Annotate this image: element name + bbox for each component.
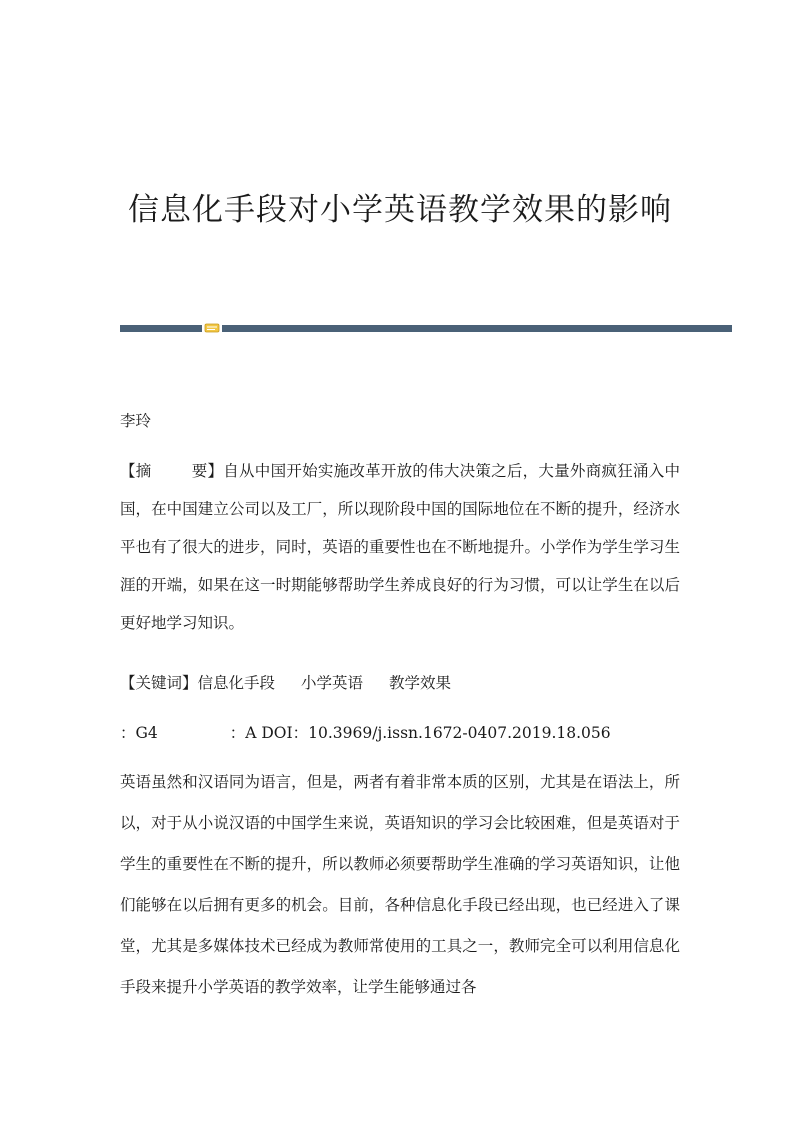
keyword-item: 教学效果	[389, 674, 452, 692]
clc-number: ：G4	[120, 724, 158, 742]
classification-line	[120, 718, 680, 748]
keyword-item: 信息化手段	[197, 674, 276, 692]
divider-rule-left	[120, 325, 202, 332]
abstract-label-close: 要】	[191, 462, 224, 480]
author-name: 李玲	[120, 412, 152, 430]
keyword-item: 小学英语	[301, 674, 364, 692]
page-title: 信息化手段对小学英语教学效果的影响	[128, 192, 672, 228]
body-paragraph: 英语虽然和汉语同为语言，但是，两者有着非常本质的区别，尤其是在语法上，所以，对于从小说汉语的中国学生来说，英语知识的学习会比较困难，但是英语对于学生的重要性在不断的提升，所以教师必须要帮助学生准确的学习英语知识，让他们能够在以后拥有更多的机会。目前，各种信息化手段已经出现，也已经进入了课堂，尤其是多媒体技术已经成为教师常使用的工具之一，教师完全可以利用信息化手段来提升小学英语的教学效率，让学生能够通过各	[120, 773, 680, 996]
pen-icon	[204, 322, 220, 334]
keywords-line	[120, 668, 680, 698]
doc-code-doi: ：A DOI：10.3969/j.issn.1672-0407.2019.18.056	[229, 724, 611, 742]
divider-rule-right	[222, 325, 732, 332]
abstract-text: 自从中国开始实施改革开放的伟大决策之后，大量外商疯狂涌入中国，在中国建立公司以及工厂，所以现阶段中国的国际地位在不断的提升，经济水平也有了很大的进步，同时，英语的重要性也在不断地提升。小学作为学生学习生涯的开端，如果在这一时期能够帮助学生养成良好的行为习惯，可以让学生在以后更好地学习知识。	[120, 462, 680, 632]
abstract-paragraph	[120, 452, 680, 642]
keywords-label: 【关键词】	[120, 674, 198, 692]
abstract-label-open: 【摘	[120, 462, 152, 480]
